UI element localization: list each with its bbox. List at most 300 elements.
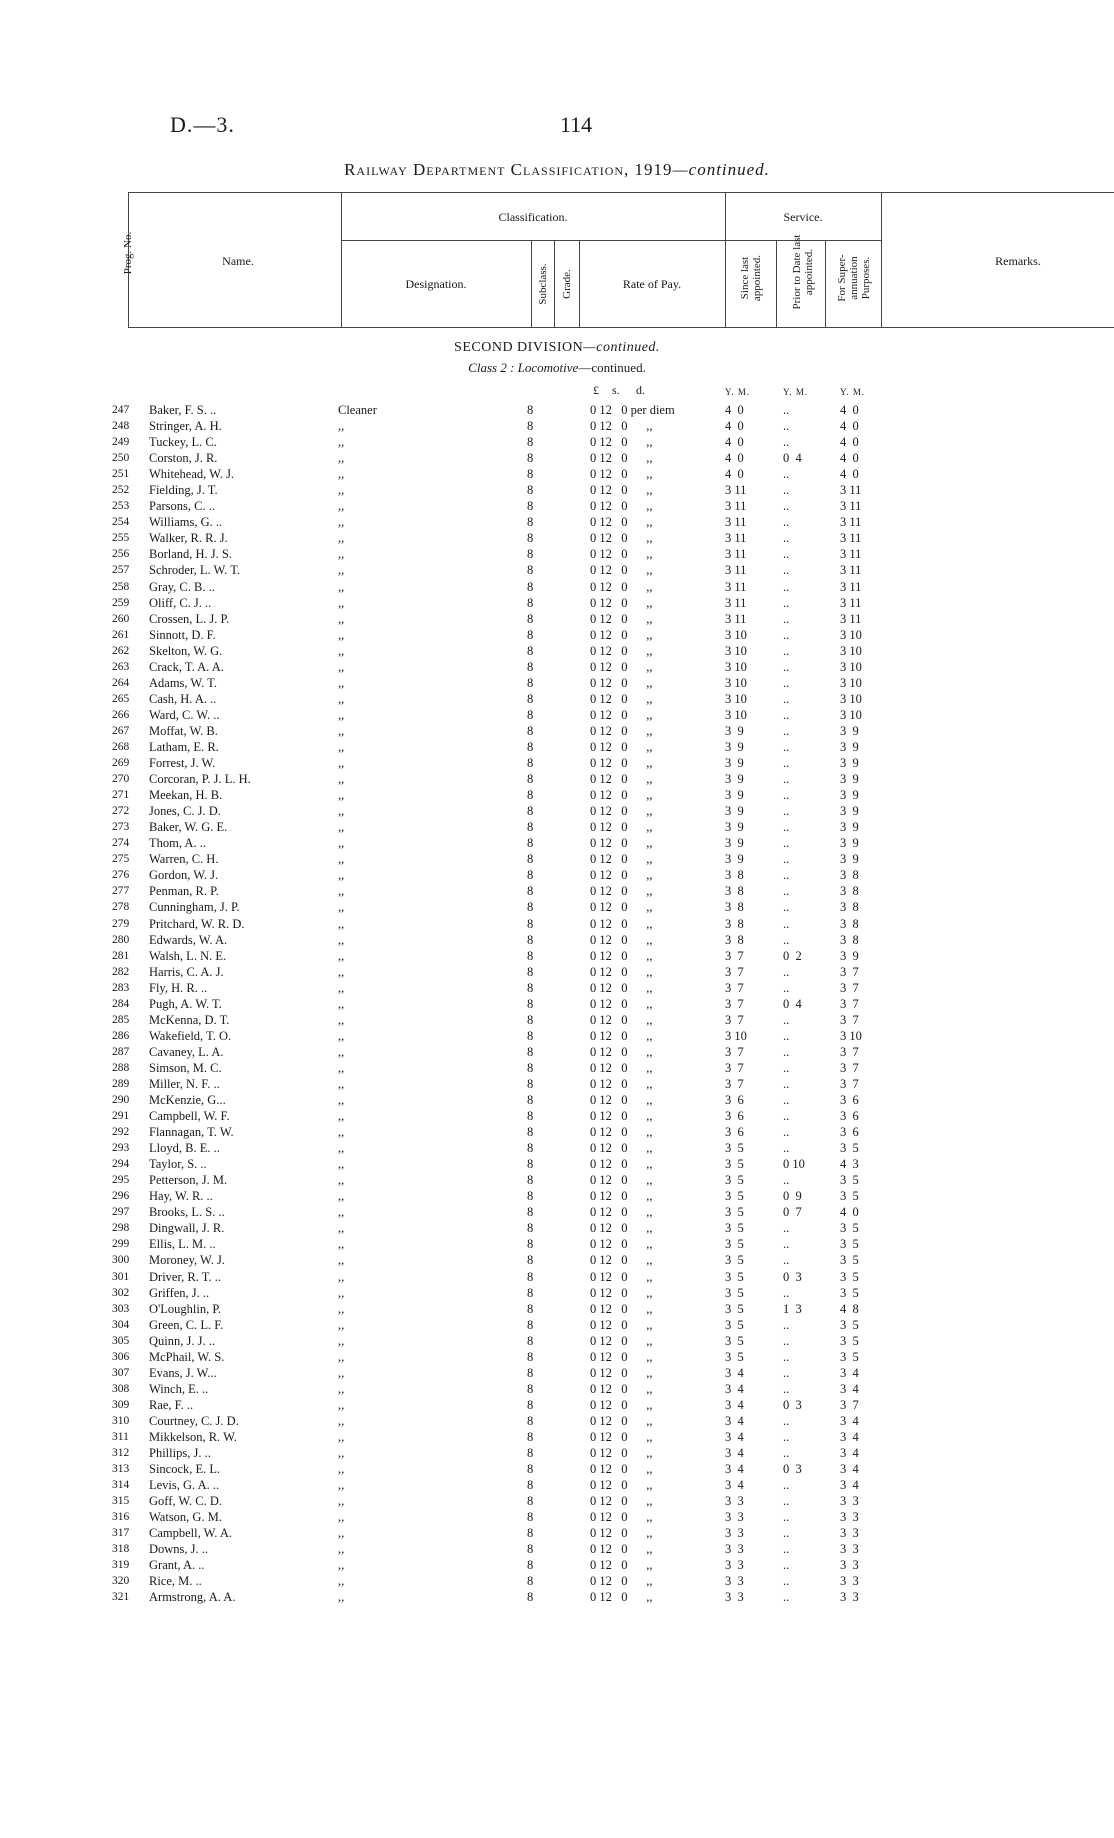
employee-name: Parsons, C. .. [149,499,215,514]
designation: ,, [338,1157,345,1172]
table-row [0,964,1114,980]
subclass: 8 [527,1221,534,1236]
table-row [0,787,1114,803]
table-row [0,1557,1114,1573]
subclass: 8 [527,1044,534,1059]
header-classification: Classification. [498,210,568,224]
table-row [0,1220,1114,1236]
prog-number: 271 [112,789,130,802]
header-remarks: Remarks. [995,254,1041,268]
prog-number: 298 [112,1222,130,1235]
service-since-last: 3 6 [725,1109,744,1124]
table-row [0,418,1114,434]
designation: ,, [338,1446,345,1461]
service-prior: .. [783,563,790,578]
service-prior: .. [783,1494,790,1509]
subclass: 8 [527,1205,534,1220]
table-row [0,851,1114,867]
employee-name: McKenzie, G... [149,1093,226,1108]
rate-of-pay: 0 12 0 ,, [590,1478,653,1493]
subclass: 8 [527,1446,534,1461]
prog-number: 301 [112,1270,130,1283]
prog-number: 288 [112,1061,130,1074]
service-since-last: 3 3 [725,1526,744,1541]
table-row [0,980,1114,996]
subclass: 8 [527,1237,534,1252]
header-rule-4 [554,240,555,328]
rate-of-pay: 0 12 0 ,, [590,1237,653,1252]
service-superannuation: 3 11 [840,531,862,546]
subclass: 8 [527,419,534,434]
rate-of-pay: 0 12 0 ,, [590,1494,653,1509]
prog-number: 299 [112,1238,130,1251]
prog-number: 249 [112,436,130,449]
rate-of-pay: 0 12 0 ,, [590,1301,653,1316]
service-prior: .. [783,1430,790,1444]
employee-name: Forrest, J. W. [149,756,216,771]
table-body [0,402,1114,1606]
designation: ,, [338,1125,345,1140]
rate-of-pay: 0 12 0 ,, [590,659,653,674]
designation: ,, [338,756,345,771]
subclass: 8 [527,756,534,771]
subclass: 8 [527,547,534,562]
header-subclass: Subclass. [537,263,549,305]
service-since-last: 3 7 [725,1060,744,1075]
service-prior: .. [783,419,790,434]
prog-number: 259 [112,596,130,609]
designation: ,, [338,1333,345,1348]
service-since-last: 3 10 [725,643,747,658]
rate-of-pay: 0 12 0 ,, [590,1510,653,1525]
service-prior: .. [783,1349,790,1364]
service-prior: .. [783,1333,790,1348]
table-row [0,948,1114,964]
header-bottom-rule [128,327,1114,328]
table-row [0,1108,1114,1124]
designation: ,, [338,1381,345,1396]
service-superannuation: 3 9 [840,804,859,819]
service-prior: .. [783,1044,790,1059]
service-prior: 0 9 [783,1189,802,1204]
service-prior: .. [783,627,790,642]
service-prior: .. [783,483,790,498]
rate-of-pay: 0 12 0 ,, [590,1173,653,1188]
designation: ,, [338,804,345,819]
service-prior: 0 3 [783,1462,802,1477]
service-prior: .. [783,1028,790,1043]
rate-of-pay: 0 12 0 ,, [590,499,653,514]
designation: ,, [338,1526,345,1541]
service-prior: .. [783,1413,790,1428]
table-row [0,1172,1114,1188]
service-since-last: 4 0 [725,419,744,434]
table-row [0,1349,1114,1365]
rate-of-pay: 0 12 0 ,, [590,1542,653,1557]
subclass: 8 [527,659,534,674]
rate-of-pay: 0 12 0 ,, [590,1333,653,1348]
table-row [0,466,1114,482]
service-prior: .. [783,403,790,417]
service-superannuation: 3 5 [840,1317,859,1332]
service-since-last: 3 6 [725,1125,744,1140]
service-prior: .. [783,900,790,915]
table-row [0,1381,1114,1397]
service-superannuation: 3 11 [840,611,862,626]
page-number: 114 [560,112,593,137]
designation: ,, [338,627,345,642]
service-superannuation: 3 4 [840,1430,859,1444]
service-since-last: 3 11 [725,483,747,498]
subclass: 8 [527,1125,534,1140]
service-superannuation: 3 10 [840,1028,862,1043]
service-prior: .. [783,980,790,995]
service-since-last: 3 11 [725,579,747,594]
service-superannuation: 4 0 [840,467,859,482]
designation: ,, [338,1253,345,1268]
service-superannuation: 3 11 [840,483,862,498]
rate-of-pay: 0 12 0 ,, [590,1269,653,1284]
employee-name: Driver, R. T. .. [149,1269,221,1284]
service-since-last: 3 5 [725,1237,744,1252]
employee-name: Gordon, W. J. [149,868,219,883]
prog-number: 309 [112,1398,130,1411]
rate-of-pay: 0 12 0 ,, [590,1285,653,1300]
service-prior: .. [783,836,790,851]
table-row [0,1140,1114,1156]
rate-of-pay: 0 12 0 ,, [590,852,653,867]
subclass: 8 [527,1253,534,1268]
table-row [0,498,1114,514]
designation: ,, [338,964,345,979]
subclass: 8 [527,611,534,626]
designation: ,, [338,1028,345,1043]
service-superannuation: 4 0 [840,435,859,450]
header-name: Name. [222,254,254,268]
prog-number: 270 [112,773,130,786]
subclass: 8 [527,627,534,642]
prog-number: 264 [112,676,130,689]
service-superannuation: 3 3 [840,1590,859,1605]
service-superannuation: 3 7 [840,1076,859,1091]
designation: ,, [338,1205,345,1220]
service-superannuation: 4 0 [840,403,859,417]
subclass: 8 [527,739,534,754]
rate-of-pay: 0 12 0 ,, [590,707,653,722]
service-prior: .. [783,611,790,626]
employee-name: Oliff, C. J. .. [149,595,212,610]
service-since-last: 3 10 [725,1028,747,1043]
designation: ,, [338,611,345,626]
designation: ,, [338,980,345,995]
service-prior: 0 7 [783,1205,802,1220]
service-since-last: 3 7 [725,980,744,995]
designation: ,, [338,1494,345,1509]
designation: ,, [338,579,345,594]
service-since-last: 3 4 [725,1446,744,1461]
rate-of-pay: 0 12 0 ,, [590,820,653,835]
employee-name: Green, C. L. F. [149,1317,224,1332]
subclass: 8 [527,836,534,851]
service-prior: .. [783,643,790,658]
designation: Cleaner [338,403,377,417]
division-label: SECOND DIVISION [454,340,584,355]
prog-number: 258 [112,580,130,593]
service-prior: .. [783,1060,790,1075]
designation: ,, [338,1173,345,1188]
service-superannuation: 3 8 [840,932,859,947]
service-superannuation: 3 5 [840,1349,859,1364]
table-row [0,803,1114,819]
rate-of-pay: 0 12 0 ,, [590,804,653,819]
service-superannuation: 3 6 [840,1109,859,1124]
division-continued: —continued. [583,340,660,355]
employee-name: Fielding, J. T. [149,483,218,498]
rate-of-pay: 0 12 0 ,, [590,419,653,434]
service-superannuation: 3 6 [840,1093,859,1108]
prog-number: 265 [112,692,130,705]
service-since-last: 4 0 [725,451,744,466]
subclass: 8 [527,1028,534,1043]
rate-of-pay: 0 12 0 ,, [590,1462,653,1477]
service-superannuation: 3 5 [840,1189,859,1204]
service-since-last: 3 4 [725,1381,744,1396]
prog-number: 286 [112,1029,130,1042]
page-title [0,160,1114,180]
service-superannuation: 3 5 [840,1237,859,1252]
employee-name: Courtney, C. J. D. [149,1413,239,1428]
table-row [0,482,1114,498]
service-since-last: 3 9 [725,804,744,819]
prog-number: 315 [112,1495,130,1508]
designation: ,, [338,884,345,899]
table-row [0,1156,1114,1172]
designation: ,, [338,1269,345,1284]
table-row [0,450,1114,466]
subclass: 8 [527,707,534,722]
service-superannuation: 3 11 [840,595,862,610]
rate-of-pay: 0 12 0 ,, [590,996,653,1011]
table-row [0,1301,1114,1317]
service-since-last: 3 5 [725,1221,744,1236]
designation: ,, [338,996,345,1011]
subclass: 8 [527,691,534,706]
rate-of-pay: 0 12 0 ,, [590,1044,653,1059]
table-row [0,1076,1114,1092]
rate-of-pay: 0 12 0 ,, [590,451,653,466]
subclass: 8 [527,1173,534,1188]
service-superannuation: 3 8 [840,884,859,899]
rate-of-pay: 0 12 0 ,, [590,1221,653,1236]
table-row [0,1044,1114,1060]
employee-name: Adams, W. T. [149,675,217,690]
rate-of-pay: 0 12 0 ,, [590,595,653,610]
prog-number: 300 [112,1254,130,1267]
header-for-super: For Super-annuation Purposes. [836,254,872,302]
table-row [0,1188,1114,1204]
designation: ,, [338,1285,345,1300]
subclass: 8 [527,1109,534,1124]
service-superannuation: 4 3 [840,1157,859,1172]
prog-number: 262 [112,644,130,657]
subclass: 8 [527,1413,534,1428]
table-row [0,1269,1114,1285]
rate-of-pay: 0 12 0 ,, [590,1205,653,1220]
service-since-last: 3 3 [725,1542,744,1557]
employee-name: Cunningham, J. P. [149,900,240,915]
table-row [0,1124,1114,1140]
designation: ,, [338,788,345,803]
service-superannuation: 4 8 [840,1301,859,1316]
service-prior: .. [783,1076,790,1091]
service-superannuation: 3 7 [840,980,859,995]
service-superannuation: 3 9 [840,788,859,803]
table-row [0,579,1114,595]
service-since-last: 3 5 [725,1333,744,1348]
service-since-last: 3 5 [725,1157,744,1172]
employee-name: Crack, T. A. A. [149,659,224,674]
prog-number: 279 [112,917,130,930]
prog-number: 305 [112,1334,130,1347]
service-prior: .. [783,772,790,787]
unit-since: Y. M. [725,387,751,397]
employee-name: Latham, E. R. [149,739,219,754]
service-prior: .. [783,1237,790,1252]
service-superannuation: 3 3 [840,1494,859,1509]
service-superannuation: 3 11 [840,515,862,530]
prog-number: 294 [112,1158,130,1171]
subclass: 8 [527,1494,534,1509]
prog-number: 266 [112,708,130,721]
rate-of-pay: 0 12 0 ,, [590,547,653,562]
subclass: 8 [527,1526,534,1541]
employee-name: Winch, E. .. [149,1381,209,1396]
service-since-last: 3 5 [725,1205,744,1220]
table-row [0,707,1114,723]
table-row [0,434,1114,450]
subclass: 8 [527,1542,534,1557]
subclass: 8 [527,499,534,514]
rate-of-pay: 0 12 0 ,, [590,563,653,578]
service-superannuation: 3 10 [840,643,862,658]
employee-name: Levis, G. A. .. [149,1478,220,1493]
table-row [0,932,1114,948]
rate-of-pay: 0 12 0 ,, [590,1253,653,1268]
designation: ,, [338,419,345,434]
service-superannuation: 3 11 [840,499,862,514]
subclass: 8 [527,1430,534,1444]
subsection-heading [0,360,1114,376]
service-prior: .. [783,499,790,514]
prog-number: 284 [112,997,130,1010]
service-prior: .. [783,932,790,947]
service-superannuation: 3 10 [840,707,862,722]
service-superannuation: 3 3 [840,1542,859,1557]
subclass: 8 [527,595,534,610]
rate-of-pay: 0 12 0 ,, [590,1590,653,1605]
prog-number: 252 [112,484,130,497]
employee-name: Mikkelson, R. W. [149,1430,237,1444]
rate-of-pay: 0 12 0 ,, [590,483,653,498]
prog-number: 272 [112,805,130,818]
subclass: 8 [527,1558,534,1573]
rate-of-pay: 0 12 0 per diem [590,403,675,417]
header-prog-no: Prog. No. [122,231,134,275]
subclass: 8 [527,1478,534,1493]
designation: ,, [338,467,345,482]
designation: ,, [338,1478,345,1493]
rate-of-pay: 0 12 0 ,, [590,675,653,690]
service-superannuation: 3 9 [840,739,859,754]
table-row [0,675,1114,691]
header-rule-3 [531,240,532,328]
designation: ,, [338,1430,345,1444]
service-prior: .. [783,1590,790,1605]
service-since-last: 3 10 [725,675,747,690]
table-row [0,1493,1114,1509]
employee-name: Ellis, L. M. .. [149,1237,216,1252]
subclass: 8 [527,1510,534,1525]
service-since-last: 3 8 [725,868,744,883]
subclass: 8 [527,531,534,546]
service-superannuation: 4 0 [840,419,859,434]
service-superannuation: 3 9 [840,852,859,867]
prog-number: 317 [112,1527,130,1540]
prog-number: 274 [112,837,130,850]
service-since-last: 3 10 [725,691,747,706]
rate-of-pay: 0 12 0 ,, [590,788,653,803]
employee-name: Rice, M. .. [149,1574,202,1589]
rate-of-pay: 0 12 0 ,, [590,1125,653,1140]
employee-name: O'Loughlin, P. [149,1301,222,1316]
table-row [0,1204,1114,1220]
subclass: 8 [527,1093,534,1108]
subclass: 8 [527,788,534,803]
service-since-last: 3 4 [725,1397,744,1412]
table-row [0,595,1114,611]
service-superannuation: 3 10 [840,675,862,690]
header-top-rule [128,192,1114,193]
service-prior: .. [783,1125,790,1140]
service-prior: .. [783,1542,790,1557]
service-superannuation: 3 4 [840,1478,859,1493]
designation: ,, [338,1574,345,1589]
service-since-last: 3 11 [725,595,747,610]
rate-of-pay: 0 12 0 ,, [590,1397,653,1412]
subclass: 8 [527,1076,534,1091]
service-since-last: 3 9 [725,723,744,738]
designation: ,, [338,1076,345,1091]
table-row [0,1365,1114,1381]
subclass: 8 [527,1269,534,1284]
service-since-last: 3 4 [725,1478,744,1493]
table-header [122,192,1114,329]
subclass: 8 [527,900,534,915]
service-prior: 0 4 [783,451,802,466]
service-prior: .. [783,707,790,722]
rate-of-pay: 0 12 0 ,, [590,723,653,738]
prog-number: 321 [112,1591,130,1604]
prog-number: 267 [112,724,130,737]
employee-name: Armstrong, A. A. [149,1590,236,1605]
table-row [0,1509,1114,1525]
service-prior: .. [783,659,790,674]
unit-prior: Y. M. [783,387,809,397]
header-mid-rule-classification [341,240,764,241]
employee-name: Wakefield, T. O. [149,1028,232,1043]
designation: ,, [338,499,345,514]
service-superannuation: 4 0 [840,1205,859,1220]
